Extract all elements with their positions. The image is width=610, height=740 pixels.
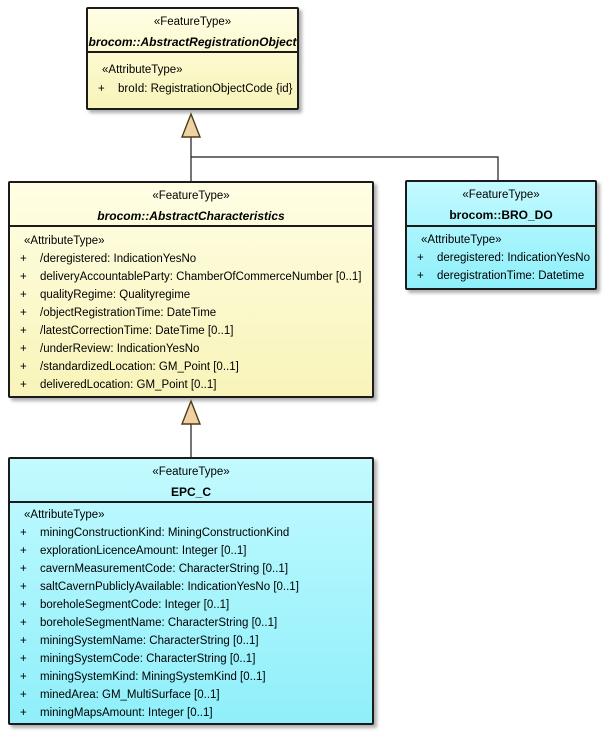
visibility-plus: + — [20, 325, 27, 337]
attribute-text: minedArea: GM_MultiSurface [0..1] — [40, 689, 220, 701]
visibility-plus: + — [20, 545, 27, 557]
generalization-arrowhead-icon — [182, 401, 200, 424]
attribute-row — [10, 596, 372, 614]
attribute-row — [10, 340, 372, 358]
visibility-plus: + — [20, 689, 27, 701]
visibility-plus: + — [417, 270, 424, 282]
visibility-plus: + — [20, 343, 27, 355]
class-header — [10, 183, 372, 227]
attribute-text: deliveredLocation: GM_Point [0..1] — [40, 379, 217, 391]
class-stereotype: «FeatureType» — [462, 189, 540, 201]
attribute-row — [10, 650, 372, 668]
attribute-text: miningMapsAmount: Integer [0..1] — [40, 707, 213, 719]
visibility-plus: + — [20, 707, 27, 719]
attribute-row — [10, 686, 372, 704]
class-box-epc-c[interactable] — [8, 457, 374, 725]
visibility-plus: + — [20, 253, 27, 265]
attributes-compartment — [10, 227, 372, 394]
attribute-row — [10, 358, 372, 376]
attribute-text: deregistered: IndicationYesNo — [437, 252, 591, 264]
class-stereotype: «FeatureType» — [152, 466, 230, 478]
class-name: brocom::BRO_DO — [449, 208, 553, 222]
attribute-text: miningConstructionKind: MiningConstructionKind — [40, 527, 290, 539]
class-header — [88, 9, 297, 53]
class-name: brocom::AbstractCharacteristics — [97, 209, 285, 223]
attribute-text: /underReview: IndicationYesNo — [40, 343, 200, 355]
attribute-row — [10, 304, 372, 322]
attributes-compartment — [88, 53, 297, 99]
visibility-plus: + — [20, 635, 27, 647]
class-name: EPC_C — [170, 485, 211, 499]
class-stereotype: «FeatureType» — [153, 16, 232, 28]
attribute-text: boreholeSegmentCode: Integer [0..1] — [40, 599, 230, 611]
visibility-plus: + — [20, 379, 27, 391]
attribute-row — [10, 578, 372, 596]
attribute-row — [10, 286, 372, 304]
attribute-text: boreholeSegmentName: CharacterString [0..1] — [40, 617, 278, 629]
attribute-text: deliveryAccountableParty: ChamberOfCommerceNumber [0..1] — [40, 271, 362, 283]
visibility-plus: + — [20, 653, 27, 665]
attribute-row — [10, 560, 372, 578]
attribute-row — [10, 322, 372, 340]
attribute-row — [10, 632, 372, 650]
visibility-plus: + — [20, 361, 27, 373]
attribute-text: miningSystemKind: MiningSystemKind [0..1] — [40, 671, 266, 683]
visibility-plus: + — [20, 599, 27, 611]
generalization-line — [191, 157, 498, 180]
attribute-row — [10, 668, 372, 686]
attribute-row — [407, 249, 595, 267]
class-box-abstract-registration-object[interactable] — [86, 7, 299, 110]
attribute-text: saltCavernPubliclyAvailable: IndicationYesNo [0..1] — [40, 581, 299, 593]
class-name: brocom::AbstractRegistrationObject — [88, 35, 297, 49]
attribute-text: explorationLicenceAmount: Integer [0..1] — [40, 545, 247, 557]
visibility-plus: + — [20, 271, 27, 283]
attribute-row — [10, 704, 372, 722]
class-box-abstract-characteristics[interactable] — [8, 181, 374, 398]
attribute-text: qualityRegime: Qualityregime — [40, 289, 191, 301]
attribute-text: /objectRegistrationTime: DateTime — [40, 307, 217, 319]
attribute-row — [88, 80, 297, 99]
attributes-compartment — [407, 227, 595, 285]
visibility-plus: + — [20, 527, 27, 539]
attribute-text: miningSystemName: CharacterString [0..1] — [40, 635, 259, 647]
attribute-text: miningSystemCode: CharacterString [0..1] — [40, 653, 256, 665]
class-header — [407, 182, 595, 227]
generalization-arrowhead-icon — [182, 114, 200, 137]
visibility-plus: + — [20, 671, 27, 683]
attribute-row — [10, 250, 372, 268]
visibility-plus: + — [20, 617, 27, 629]
attribute-stereotype: «AttributeType» — [24, 235, 105, 247]
attribute-row — [407, 267, 595, 285]
attribute-text: cavernMeasurementCode: CharacterString [0..1] — [40, 563, 289, 575]
class-stereotype: «FeatureType» — [152, 190, 230, 202]
attribute-text: /standardizedLocation: GM_Point [0..1] — [40, 361, 239, 373]
class-box-bro-do[interactable] — [405, 180, 597, 290]
attributes-compartment — [10, 503, 372, 722]
attribute-text: /latestCorrectionTime: DateTime [0..1] — [40, 325, 234, 337]
attribute-stereotype: «AttributeType» — [421, 234, 502, 246]
attribute-stereotype: «AttributeType» — [24, 509, 105, 521]
visibility-plus: + — [20, 289, 27, 301]
attribute-text: deregistrationTime: Datetime — [437, 270, 585, 282]
attribute-row — [10, 542, 372, 560]
visibility-plus: + — [98, 83, 105, 95]
visibility-plus: + — [20, 307, 27, 319]
attribute-text: broId: RegistrationObjectCode {id} — [118, 83, 293, 95]
attribute-row — [10, 376, 372, 394]
attribute-row — [10, 524, 372, 542]
attribute-stereotype: «AttributeType» — [102, 64, 183, 76]
class-header — [10, 459, 372, 503]
attribute-row — [10, 268, 372, 286]
visibility-plus: + — [417, 252, 424, 264]
attribute-text: /deregistered: IndicationYesNo — [40, 253, 197, 265]
visibility-plus: + — [20, 563, 27, 575]
visibility-plus: + — [20, 581, 27, 593]
attribute-row — [10, 614, 372, 632]
